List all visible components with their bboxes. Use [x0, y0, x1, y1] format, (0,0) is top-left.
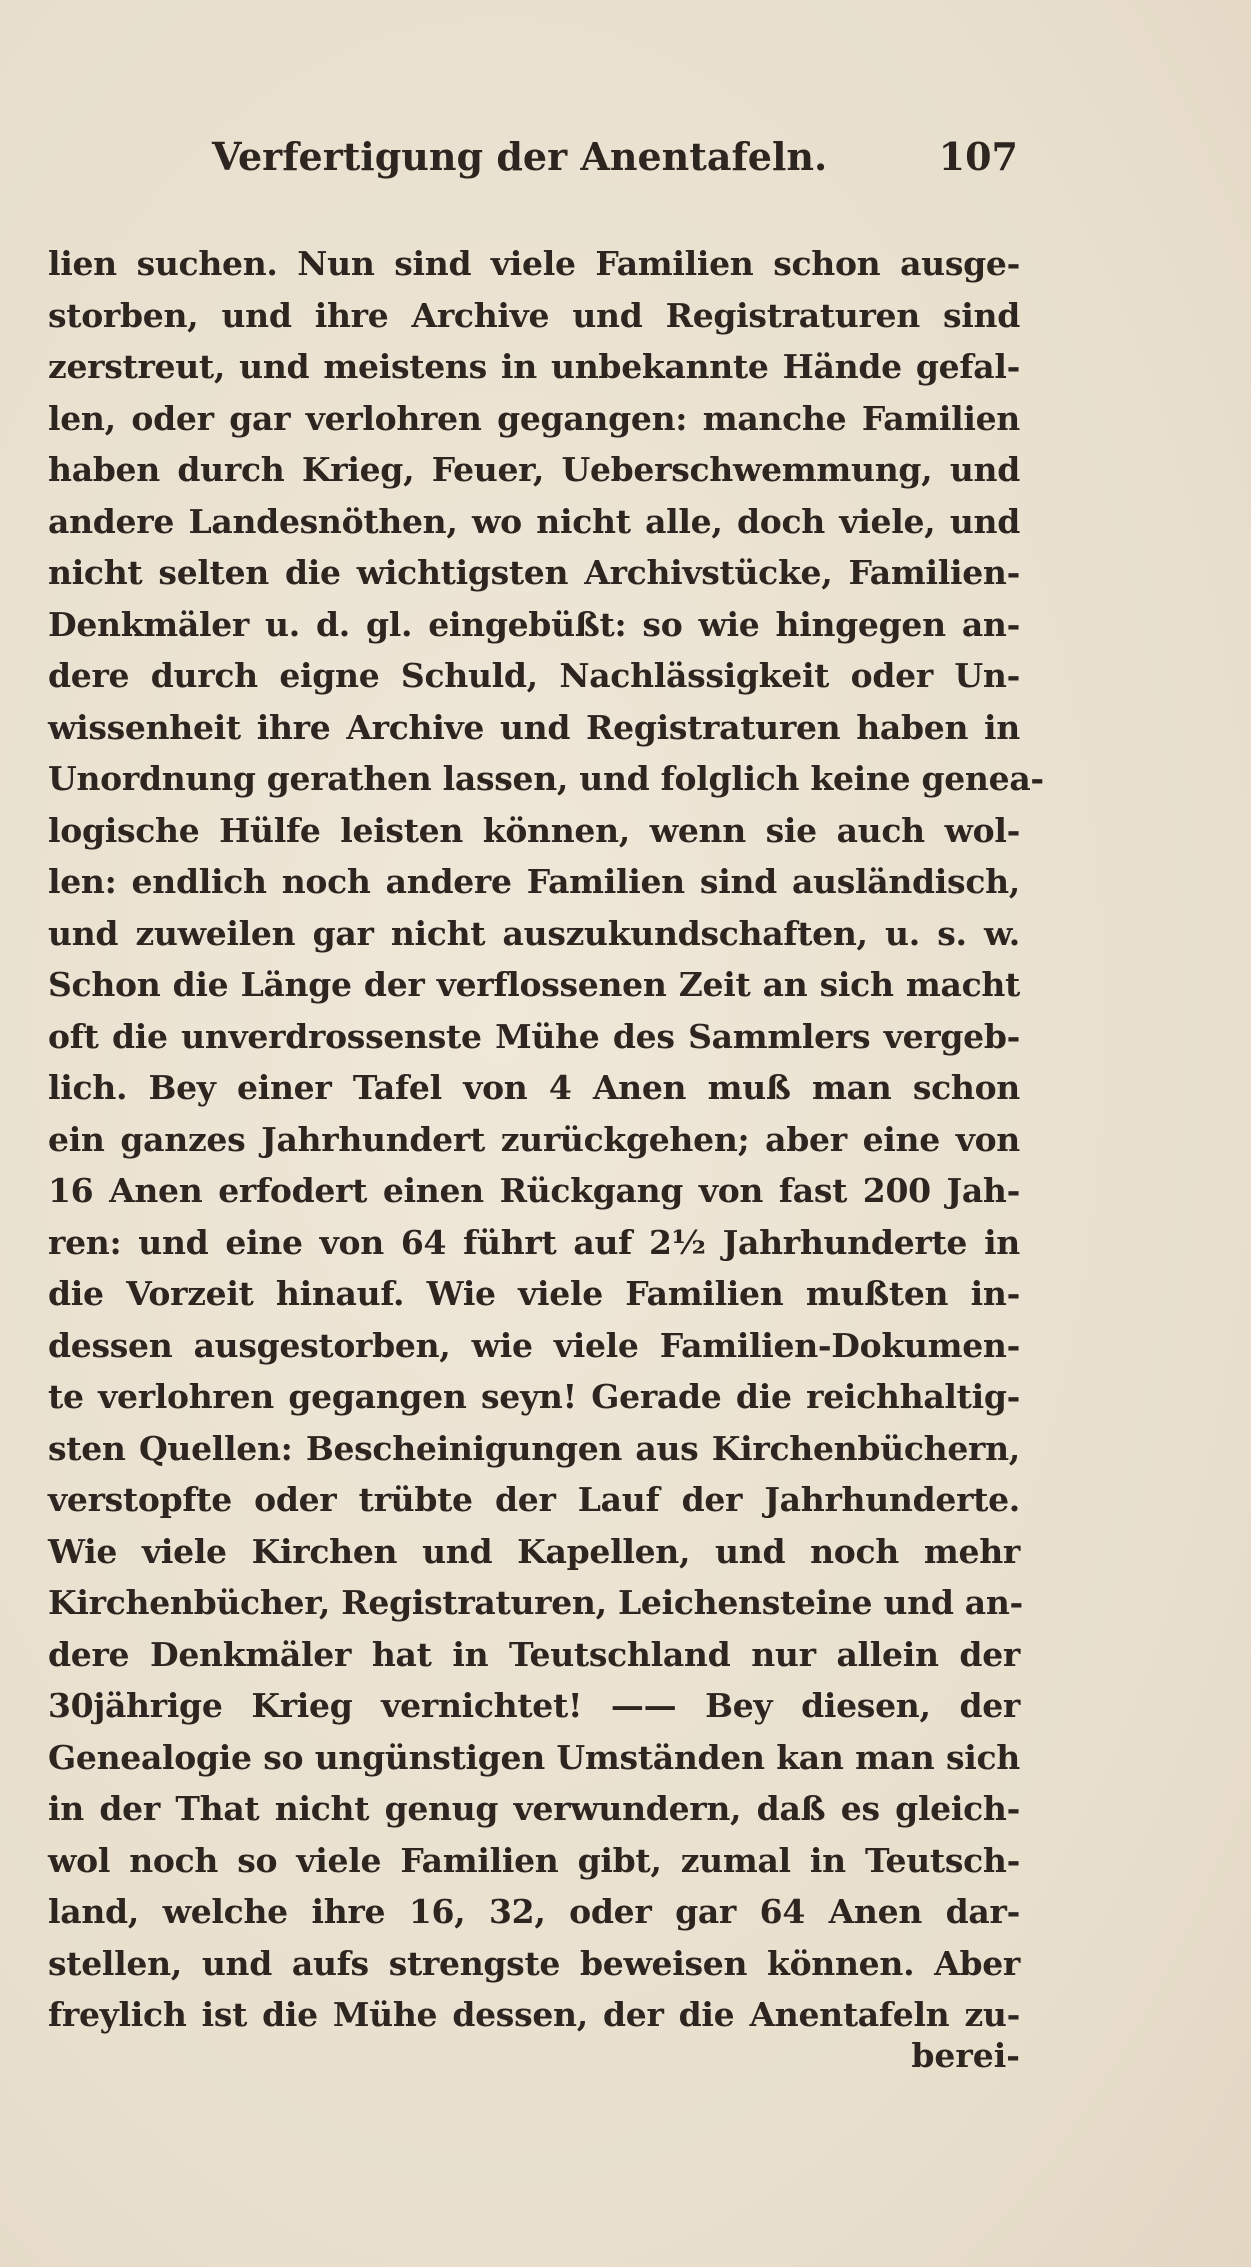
text-line: Kirchenbücher, Registraturen, Leichensteine und an- — [48, 1583, 1023, 1622]
text-line: len, oder gar verlohren gegangen: manche Familien — [48, 398, 1020, 438]
text-line: zerstreut, und meistens in unbekannte Hände gefal- — [48, 347, 1020, 386]
text-line: haben durch Krieg, Feuer, Ueberschwemmung, und — [48, 450, 1020, 489]
text-line: und zuweilen gar nicht auszukundschaften, u. s. w. — [48, 913, 1020, 953]
text-line: verstopfte oder trübte der Lauf der Jahrhunderte. — [48, 1480, 1020, 1519]
text-line: te verlohren gegangen seyn! Gerade die reichhaltig- — [48, 1377, 1020, 1416]
text-line: Schon die Länge der verflossenen Zeit an sich macht — [48, 965, 1020, 1004]
text-line: oft die unverdrossenste Mühe des Sammlers vergeb- — [48, 1016, 1020, 1056]
text-line: die Vorzeit hinauf. Wie viele Familien mußten in- — [48, 1274, 1020, 1313]
running-header — [212, 128, 1018, 184]
text-line: 30jährige Krieg vernichtet! —— Bey diesen, der — [48, 1686, 1020, 1725]
text-line: Unordnung gerathen lassen, und folglich keine genea- — [48, 759, 1044, 798]
catchword: berei- — [911, 2036, 1020, 2075]
text-line: wissenheit ihre Archive und Registraturen haben in — [48, 707, 1020, 747]
running-title: Verfertigung der Anentafeln. — [212, 133, 828, 179]
text-line: freylich ist die Mühe dessen, der die Anentafeln zu- — [48, 1995, 1020, 2034]
text-line: Wie viele Kirchen und Kapellen, und noch mehr — [48, 1531, 1020, 1571]
text-line: Denkmäler u. d. gl. eingebüßt: so wie hingegen an- — [48, 604, 1020, 644]
text-line: dere durch eigne Schuld, Nachlässigkeit oder Un- — [48, 656, 1020, 695]
text-line: Genealogie so ungünstigen Umständen kan man sich — [48, 1737, 1020, 1777]
page-number: 107 — [938, 133, 1018, 179]
text-line: ein ganzes Jahrhundert zurückgehen; aber eine von — [48, 1119, 1020, 1159]
text-line: wol noch so viele Familien gibt, zumal in Teutsch- — [48, 1840, 1020, 1880]
text-line: logische Hülfe leisten können, wenn sie auch wol- — [48, 810, 1020, 850]
text-line: dessen ausgestorben, wie viele Familien-Dokumen- — [48, 1325, 1020, 1365]
text-line: 16 Anen erfodert einen Rückgang von fast 200 Jah- — [48, 1171, 1020, 1210]
text-line: lich. Bey einer Tafel von 4 Anen muß man schon — [48, 1068, 1020, 1107]
text-line: storben, und ihre Archive und Registraturen sind — [48, 295, 1020, 335]
text-line: stellen, und aufs strengste beweisen können. Aber — [48, 1943, 1020, 1983]
text-line: andere Landesnöthen, wo nicht alle, doch viele, und — [48, 501, 1020, 541]
text-line: land, welche ihre 16, 32, oder gar 64 Anen dar- — [48, 1892, 1020, 1931]
text-line: dere Denkmäler hat in Teutschland nur allein der — [48, 1634, 1020, 1674]
text-line: ren: und eine von 64 führt auf 2½ Jahrhunderte in — [48, 1222, 1020, 1262]
body-text — [48, 238, 1044, 2041]
text-line: lien suchen. Nun sind viele Familien schon ausge- — [48, 244, 1020, 283]
text-line: nicht selten die wichtigsten Archivstücke, Familien- — [48, 553, 1020, 592]
text-line: len: endlich noch andere Familien sind ausländisch, — [48, 862, 1020, 901]
text-line: in der That nicht genug verwundern, daß es gleich- — [48, 1789, 1020, 1828]
text-line: sten Quellen: Bescheinigungen aus Kirchenbüchern, — [48, 1428, 1020, 1468]
